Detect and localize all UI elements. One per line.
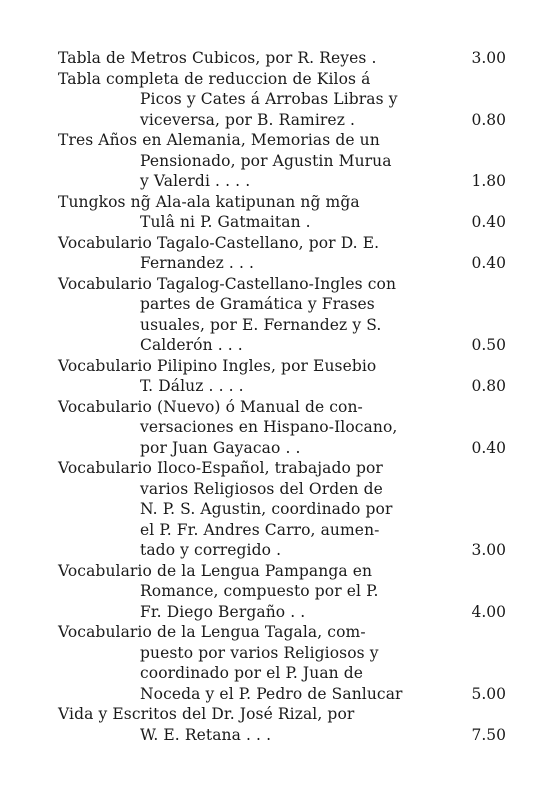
catalog-entry: [58, 356, 506, 397]
entry-continuation-line: Pensionado, por Agustin Murua: [140, 151, 392, 170]
catalog-list: [58, 48, 506, 745]
entry-price: 0.50: [471, 336, 506, 354]
entry-description: [58, 356, 446, 397]
entry-continuation-line: Picos y Cates á Arrobas Libras y: [140, 90, 398, 108]
entry-title-line: Vocabulario de la Lengua Pampanga en: [58, 561, 373, 580]
entry-title-line: Vocabulario (Nuevo) ó Manual de con-: [58, 397, 363, 416]
entry-price: 0.40: [471, 213, 506, 231]
entry-continuation-line: N. P. S. Agustin, coordinado por: [140, 500, 393, 518]
entry-title-line: Vocabulario Iloco-Español, trabajado por: [58, 459, 383, 477]
catalog-entry: [58, 704, 506, 745]
entry-price: 0.40: [471, 438, 506, 457]
entry-continuation-line: varios Religiosos del Orden de: [140, 479, 383, 498]
entry-continuation-line: Fr. Diego Bergaño . .: [140, 602, 306, 621]
entry-title-line: Tres Años en Alemania, Memorias de un: [58, 131, 380, 149]
entry-title-line: Vida y Escritos del Dr. José Rizal, por: [58, 705, 355, 723]
entry-description: [58, 561, 446, 623]
entry-description: [58, 704, 446, 745]
entry-price: 5.00: [471, 684, 506, 703]
entry-continuation-line: coordinado por el P. Juan de: [140, 664, 364, 682]
entry-title-line: Vocabulario de la Lengua Tagala, com-: [58, 623, 366, 641]
entry-continuation-line: W. E. Retana . . .: [140, 725, 272, 744]
entry-price: 7.50: [471, 725, 506, 744]
catalog-entry: [58, 233, 506, 274]
entry-description: [58, 48, 446, 69]
entry-title-line: Vocabulario Tagalo-Castellano, por D. E.: [58, 233, 380, 252]
catalog-entry: [58, 69, 506, 131]
catalog-entry: [58, 274, 506, 356]
entry-description: [58, 192, 446, 233]
entry-continuation-line: usuales, por E. Fernandez y S.: [140, 315, 382, 334]
catalog-entry: [58, 622, 506, 704]
entry-title-line: Tabla de Metros Cubicos, por R. Reyes .: [58, 49, 377, 67]
catalog-entry: [58, 192, 506, 233]
entry-continuation-line: Fernandez . . .: [140, 254, 255, 272]
entry-continuation-line: por Juan Gayacao . .: [140, 438, 301, 457]
entry-description: [58, 274, 446, 356]
entry-description: [58, 622, 446, 704]
entry-continuation-line: Calderón . . .: [140, 336, 243, 354]
catalog-entry: [58, 130, 506, 192]
entry-title-line: Tabla completa de reduccion de Kilos á: [58, 69, 371, 88]
entry-continuation-line: el P. Fr. Andres Carro, aumen-: [140, 520, 380, 539]
entry-title-line: Vocabulario Tagalog-Castellano-Ingles con: [58, 274, 397, 293]
entry-continuation-line: Tulâ ni P. Gatmaitan .: [140, 213, 311, 231]
entry-continuation-line: viceversa, por B. Ramirez .: [140, 110, 356, 129]
entry-description: [58, 458, 446, 561]
catalog-entry: [58, 397, 506, 459]
entry-continuation-line: T. Dáluz . . . .: [140, 377, 244, 395]
entry-title-line: Tungkos ng̃ Ala-ala katipunan ng̃ mg̃a: [58, 192, 360, 211]
catalog-entry: [58, 561, 506, 623]
entry-title-line: Vocabulario Pilipino Ingles, por Eusebio: [58, 356, 377, 375]
entry-price: 4.00: [471, 602, 506, 621]
entry-continuation-line: partes de Gramática y Frases: [140, 295, 375, 313]
entry-description: [58, 233, 446, 274]
entry-price: 3.00: [471, 49, 506, 67]
entry-price: 0.80: [471, 377, 506, 395]
entry-continuation-line: versaciones en Hispano-Ilocano,: [140, 418, 398, 436]
entry-continuation-line: Noceda y el P. Pedro de Sanlucar: [140, 684, 403, 703]
entry-price: 0.40: [471, 254, 506, 272]
entry-description: [58, 69, 446, 131]
entry-price: 3.00: [471, 541, 506, 559]
entry-continuation-line: tado y corregido .: [140, 541, 282, 559]
entry-description: [58, 130, 446, 192]
entry-description: [58, 397, 446, 459]
entry-price: 0.80: [471, 110, 506, 129]
entry-price: 1.80: [471, 172, 506, 190]
catalog-entry: [58, 48, 506, 69]
entry-continuation-line: y Valerdi . . . .: [140, 172, 251, 190]
catalog-entry: [58, 458, 506, 561]
entry-continuation-line: Romance, compuesto por el P.: [140, 582, 379, 600]
entry-continuation-line: puesto por varios Religiosos y: [140, 643, 379, 662]
